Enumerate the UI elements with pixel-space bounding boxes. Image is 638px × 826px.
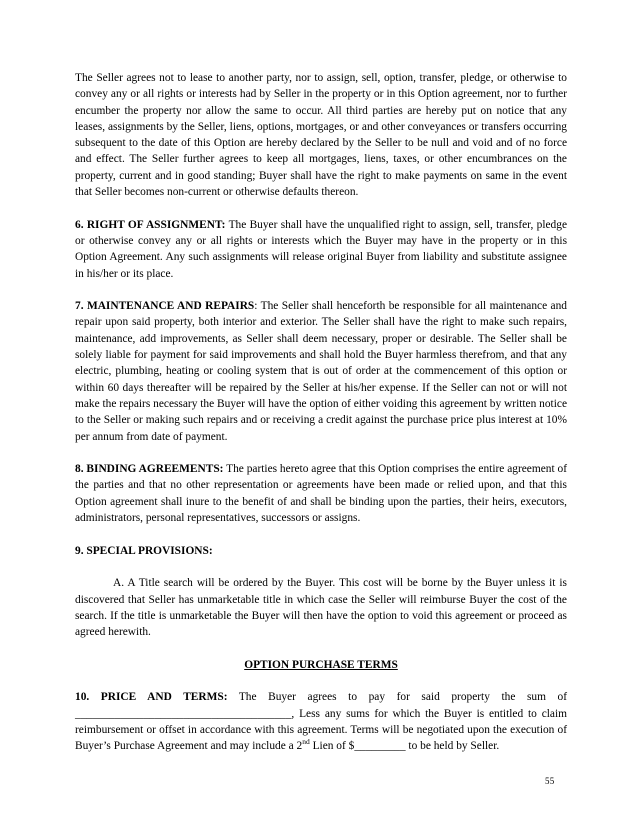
section-10-text-1: The Buyer agrees to pay for said property the sum of ______________________________________, Less any sums for which the Buyer is entitled to claim reimbursement or offset in accordance with this agreement. Terms will be negotiated upon the execution of Buyer’s Purchase Agreement and may include a 2 <box>75 691 567 753</box>
section-9-item-a: A. A Title search will be ordered by the Buyer. This cost will be borne by the Buyer unless it is discovered that Seller has unmarketable title in which case the Seller will reimburse Buyer the cost of the search. If the title is unmarketable the Buyer will then have the option to void this agreement or proceed as agreed herewith. <box>75 577 567 639</box>
section-6-text: The Buyer shall have the unqualified right to assign, sell, transfer, pledge or otherwise convey any or all rights or interests which the Buyer may have in the property or in this Option Agreement. Any such assignments will release original Buyer from liability and substitute assignee in his/her or its place. <box>75 218 568 280</box>
document-body <box>75 70 567 754</box>
section-8-heading: 8. BINDING AGREEMENTS: <box>75 463 224 476</box>
section-10-heading: 10. PRICE AND TERMS: <box>75 691 228 704</box>
section-8-paragraph <box>75 461 567 526</box>
section-7-paragraph <box>75 298 567 445</box>
section-6-heading: 6. RIGHT OF ASSIGNMENT: <box>75 218 226 231</box>
section-7-heading: 7. MAINTENANCE AND REPAIRS <box>75 300 255 313</box>
page-number: 55 <box>545 776 555 786</box>
intro-paragraph: The Seller agrees not to lease to another party, nor to assign, sell, option, transfer, pledge, or otherwise to convey any or all rights or interests had by Seller in the property or in this Option agreement, nor to further encumber the property nor allow the same to occur. All third parties are hereby put on notice that any leases, assignments by the Seller, liens, options, mortgages, or and other conveyances or transfers occurring subsequent to the date of this Option are hereby declared by the Seller to be null and void and of no force and effect. The Seller further agrees to keep all mortgages, liens, taxes, or other encumbrances on the property, current and in good standing; Buyer shall have the right to make payments on same in the event that Seller becomes non-current or otherwise defaults thereon. <box>75 72 567 199</box>
ordinal-superscript: nd <box>302 737 310 747</box>
section-10-paragraph <box>75 689 567 754</box>
section-7-text: : The Seller shall henceforth be responsible for all maintenance and repair upon said property, both interior and exterior. The Seller shall have the right to make such repairs, maintenance, add improvements, as Seller shall deem necessary, proper or desirable. The Seller shall be solely liable for payment for said improvements and shall hold the Buyer harmless therefrom, and that any electric, plumbing, heating or cooling system that is out of order at the commencement of this option or within 60 days thereafter will be repaired by the Seller at his/her expense. If the Seller can not or will not make the repairs necessary the Buyer will have the option of either voiding this agreement by written notice to the Seller or making such repairs and or receiving a credit against the purchase price plus interest at 10% per annum from date of payment. <box>75 300 567 443</box>
section-9-heading: 9. SPECIAL PROVISIONS: <box>75 544 213 557</box>
section-6-paragraph <box>75 217 567 282</box>
section-10-text-2: Lien of $_________ to be held by Seller. <box>309 740 500 753</box>
section-8-text: The parties hereto agree that this Option comprises the entire agreement of the parties and that no other representation or agreements have been made or relied upon, and that this Option agreement shall inure to the benefit of and shall be binding upon the parties, their heirs, executors, administrators, personal representatives, successors or assigns. <box>75 463 567 525</box>
option-purchase-terms-title: OPTION PURCHASE TERMS <box>244 658 398 671</box>
